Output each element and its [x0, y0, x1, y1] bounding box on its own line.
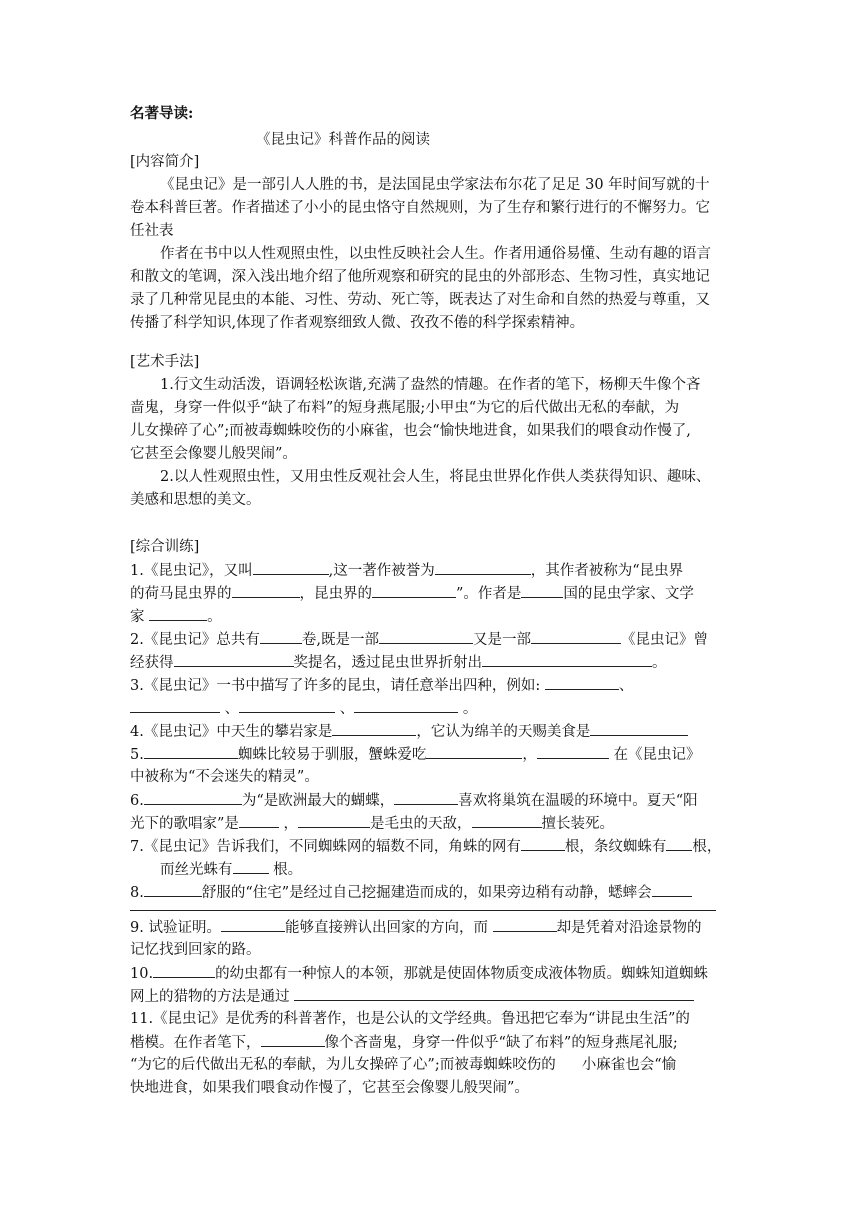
question-9-cont: 记忆找到回家的路。 — [130, 942, 261, 958]
question-5-cont: 中被称为“不会迷失的精灵”。 — [130, 769, 319, 785]
art-line: 1.行文生动活泼，语调轻松诙谐,充满了盎然的情趣。在作者的笔下，杨柳天牛像个吝 — [160, 377, 701, 393]
question-1-cont: 的荷马昆虫界的 ，昆虫界的 ”。作者是 国的昆虫学家、文学 — [130, 583, 694, 604]
answer-blank[interactable] — [298, 813, 370, 828]
art-heading: [艺术手法] — [130, 354, 200, 370]
answer-blank[interactable] — [590, 721, 688, 736]
answer-blank[interactable] — [394, 790, 458, 805]
answer-blank[interactable] — [652, 882, 692, 897]
question-6: 6. 为“是欧洲最大的蝴蝶， 喜欢将巢筑在温暖的环境中。夏天“阳 — [130, 790, 698, 811]
question-2-cont: 经获得 奖提名，透过昆虫世界折射出 。 — [130, 652, 667, 673]
art-line: 美感和思想的美文。 — [130, 492, 261, 508]
answer-blank[interactable] — [379, 629, 473, 644]
question-10-cont: 网上的猎物的方法是通过 — [130, 986, 694, 1007]
intro-line: 卷本科普巨著。作者描述了小小的昆虫恪守自然规则，为了生存和繁行进行的不懈努力。它 — [130, 200, 710, 216]
answer-blank[interactable] — [482, 652, 652, 667]
answer-blank[interactable] — [174, 652, 294, 667]
question-6-cont: 光下的歌唱家”是 ， 是毛虫的天敌， 擅长装死。 — [130, 813, 614, 834]
answer-blank[interactable] — [144, 882, 202, 897]
intro-line: 和散文的笔调，深入浅出地介绍了他所观察和研究的昆虫的外部形态、生物习性，真实地记 — [130, 269, 710, 285]
art-line: 儿女操碎了心”;而被毒蜘蛛咬伤的小麻雀，也会“愉快地进食，如果我们的喂食动作慢了, — [130, 423, 691, 439]
art-line: 2.以人性观照虫性，又用虫性反观社会人生，将昆虫世界化作供人类获得知识、趣味、 — [160, 469, 711, 485]
document-subtitle: 《昆虫记》科普作品的阅读 — [256, 132, 430, 148]
intro-line: 录了几种常见昆虫的本能、习性、劳动、死亡等，既表达了对生命和自然的热爱与尊重，又 — [130, 292, 710, 308]
question-11-cont: “为它的后代做出无私的奉献，为儿女操碎了心”;而被毒蜘蛛咬伤的 小麻雀也会“愉 — [130, 1057, 677, 1073]
answer-blank[interactable] — [493, 917, 557, 932]
question-1-cont: 家 。 — [130, 606, 222, 627]
answer-blank[interactable] — [239, 698, 335, 713]
answer-blank[interactable] — [260, 629, 302, 644]
answer-blank[interactable] — [521, 583, 563, 598]
answer-blank[interactable] — [261, 1032, 325, 1047]
answer-blank[interactable] — [239, 813, 279, 828]
answer-blank[interactable] — [426, 744, 522, 759]
answer-line[interactable] — [130, 910, 716, 911]
question-7: 7.《昆虫记》告诉我们，不同蜘蛛网的辐数不同，角蛛的网有 根，条纹蜘蛛有 根， — [130, 836, 721, 857]
answer-blank[interactable] — [233, 859, 269, 874]
answer-blank[interactable] — [531, 629, 621, 644]
intro-line: 任社表 — [130, 223, 174, 239]
answer-blank[interactable] — [130, 698, 220, 713]
answer-blank[interactable] — [372, 583, 456, 598]
exercises-heading: [综合训练] — [130, 539, 200, 555]
answer-blank[interactable] — [354, 698, 458, 713]
answer-blank[interactable] — [545, 675, 619, 690]
answer-blank[interactable] — [144, 790, 242, 805]
intro-line: 作者在书中以人性观照虫性，以虫性反映社会人生。作者用通俗易懂、生动有趣的语言 — [160, 246, 711, 262]
answer-blank[interactable] — [521, 836, 565, 851]
intro-line: 《昆虫记》是一部引人人胜的书，是法国昆虫学家法布尔花了足足 30 年时间写就的十 — [160, 177, 710, 193]
answer-blank[interactable] — [232, 583, 300, 598]
question-2: 2.《昆虫记》总共有 卷,既是一部 又是一部 《昆虫记》曾 — [130, 629, 708, 650]
answer-blank[interactable] — [666, 836, 692, 851]
answer-blank[interactable] — [253, 560, 329, 575]
answer-blank[interactable] — [537, 744, 609, 759]
question-11-cont: 快地进食，如果我们喂食动作慢了，它甚至会像婴儿般哭闹”。 — [130, 1080, 529, 1096]
question-10: 10. 的幼虫都有一种惊人的本领，那就是使固体物质变成液体物质。蜘蛛知道蜘蛛 — [130, 963, 708, 984]
answer-blank[interactable] — [472, 813, 542, 828]
question-9: 9. 试验证明。 能够直接辨认出回家的方向，而 却是凭着对沿途景物的 — [130, 917, 702, 938]
question-8: 8. 舒服的“住宅”是经过自己挖掘建造而成的，如果旁边稍有动静，蟋蟀会 — [130, 882, 692, 903]
question-7-cont: 而丝光蛛有 根。 — [160, 859, 302, 880]
intro-line: 传播了科学知识,体现了作者观察细致人微、孜孜不倦的科学探索精神。 — [130, 315, 585, 331]
question-11: 11.《昆虫记》是优秀的科普著作，也是公认的文学经典。鲁迅把它奉为“讲昆虫生活”的 — [130, 1011, 690, 1027]
question-3: 3.《昆虫记》一书中描写了许多的昆虫，请任意举出四种，例如: 、 — [130, 675, 633, 696]
answer-blank[interactable] — [144, 744, 238, 759]
answer-blank[interactable] — [149, 606, 207, 621]
section-label: 名著导读: — [130, 105, 194, 122]
answer-blank[interactable] — [435, 560, 531, 575]
question-11-cont: 楷模。在作者笔下， 像个吝啬鬼，身穿一件似乎“缺了布料”的短身燕尾礼服; — [130, 1032, 678, 1053]
answer-blank[interactable] — [153, 963, 215, 978]
art-line: 它甚至会像婴儿般哭闹”。 — [130, 446, 297, 462]
question-3-cont: 、 、 。 — [130, 698, 477, 719]
question-4: 4.《昆虫记》中天生的攀岩家是 ，它认为绵羊的天赐美食是 — [130, 721, 688, 742]
answer-blank[interactable] — [294, 986, 694, 1001]
intro-heading: [内容简介] — [130, 154, 200, 170]
question-1: 1.《昆虫记》，又叫 ,这一著作被誉为 ，其作者被称为“昆虫界 — [130, 560, 683, 581]
answer-blank[interactable] — [332, 721, 416, 736]
answer-blank[interactable] — [221, 917, 285, 932]
art-line: 啬鬼，身穿一件似乎“缺了布料”的短身燕尾服;小甲虫“为它的后代做出无私的奉献，为 — [130, 400, 680, 416]
question-5: 5. 蜘蛛比较易于驯服，蟹蛛爱吃 ， 在《昆虫记》 — [130, 744, 700, 765]
